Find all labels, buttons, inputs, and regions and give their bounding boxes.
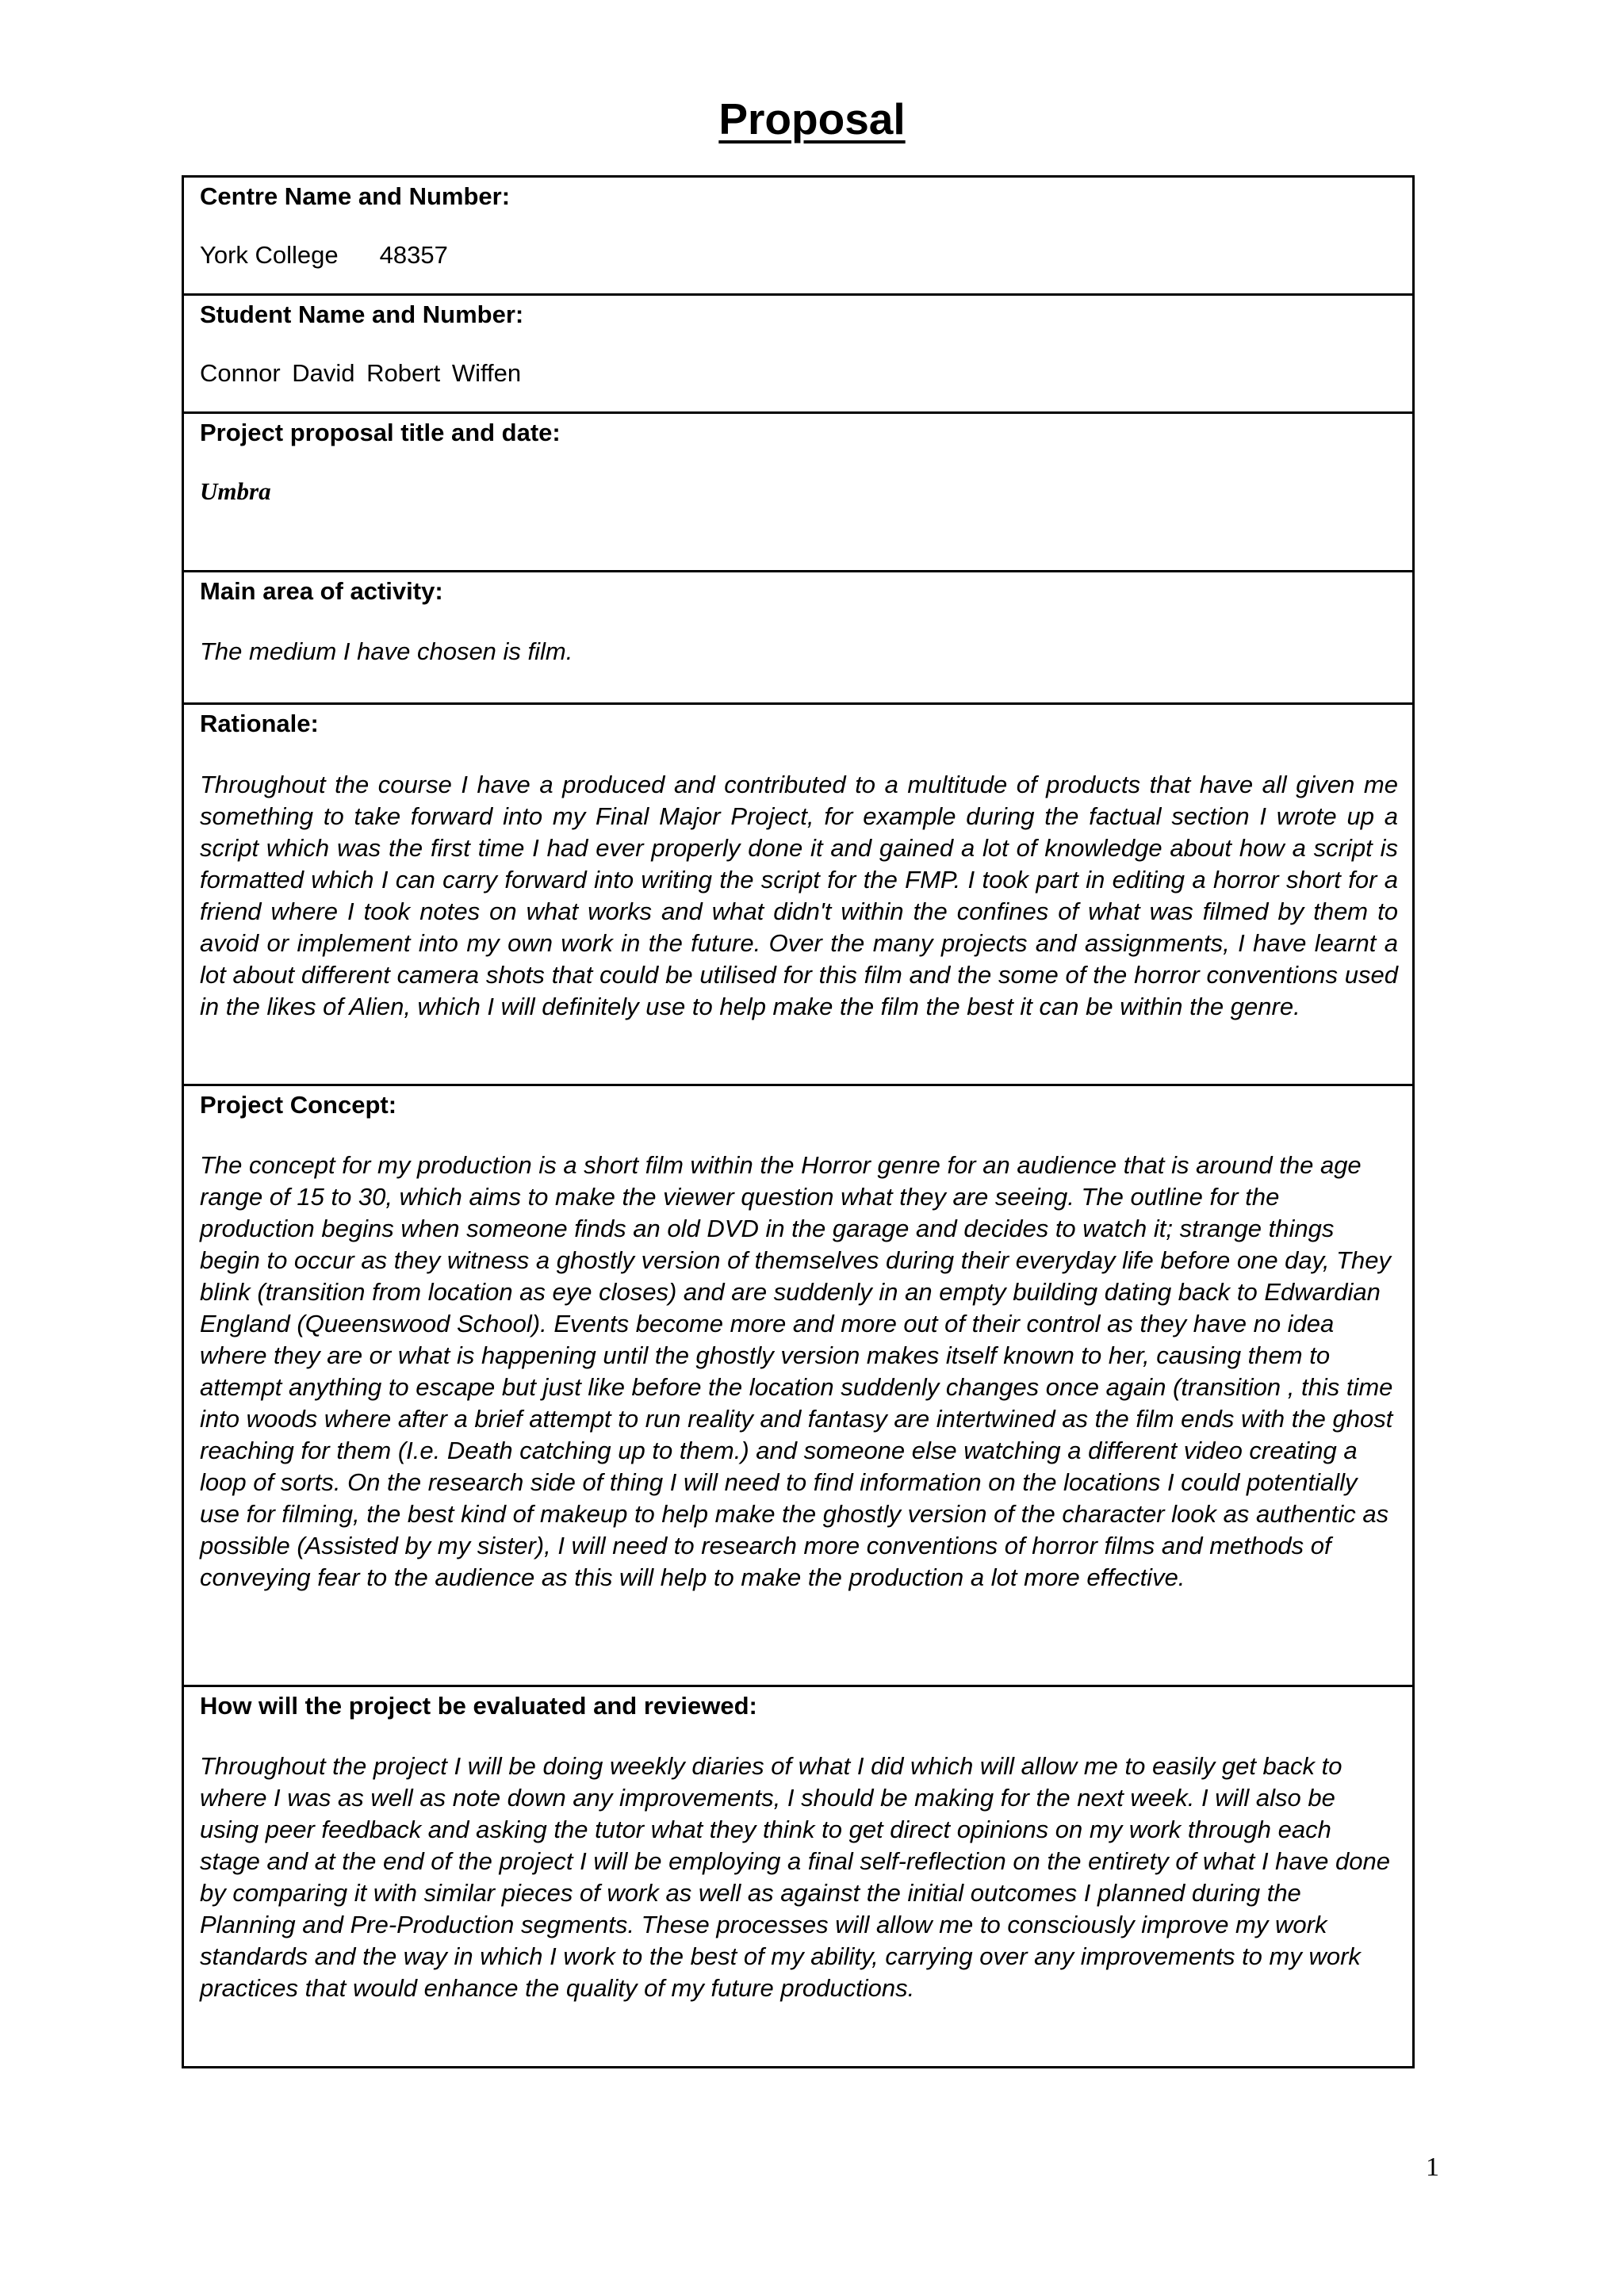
centre-number: 48357 (379, 241, 448, 269)
page-number: 1 (1426, 2152, 1439, 2182)
concept-label: Project Concept: (200, 1091, 397, 1119)
student-value: Connor David Robert Wiffen (200, 359, 522, 387)
rationale-value: Throughout the course I have a produced and contributed to a multitude of products that have all given me something to take forward into my Final Major Project, for example during the factual section I wrote up a script which was the first time I had ever properly done it and gained a lot of knowledge about how a script is formatted which I can carry forward into writing the script for the FMP. I took part in editing a horror short for a friend where I took notes on what works and what didn't within the confines of what was filmed by them to avoid or implement into my own work in the future. Over the many projects and assignments, I have learnt a lot about different camera shots that could be utilised for this film and the some of the horror conventions used in the likes of Alien, which I will definitely use to help make the film the best it can be within the genre. (200, 771, 1398, 1020)
project-title-label: Project proposal title and date: (200, 419, 561, 446)
proposal-form (182, 175, 1415, 2068)
centre-label: Centre Name and Number: (200, 182, 511, 210)
activity-value: The medium I have chosen is film. (200, 637, 573, 665)
student-label: Student Name and Number: (200, 300, 524, 328)
student-section (184, 296, 1412, 414)
centre-name: York College (200, 241, 339, 269)
concept-value: The concept for my production is a short film within the Horror genre for an audience that is around the age range of 15 to 30, which aims to make the viewer question what they are seeing. The outline for the production begins when someone finds an old DVD in the garage and decides to watch it; strange things begin to occur as they witness a ghostly version of themselves during their everyday life before one day, They blink (transition from location as eye closes) and are suddenly in an empty building dating back to Edwardian England (Queenswood School). Events become more and more out of their control as they have no idea where they are or what is happening until the ghostly version makes itself known to her, causing them to attempt anything to escape but just like before the location suddenly changes once again (transition , this time into woods where after a brief attempt to run reality and fantasy are intertwined as the film ends with the ghost reaching for them (I.e. Death catching up to them.) and someone else watching a different video creating a loop of sorts. On the research side of thing I will need to find information on the locations I could potentially use for filming, the best kind of makeup to help make the ghostly version of the character look as authentic as possible (Assisted by my sister), I will need to research more conventions of horror films and methods of conveying fear to the audience as this will help to make the production a lot more effective. (200, 1151, 1393, 1591)
activity-label: Main area of activity: (200, 577, 443, 605)
evaluation-label: How will the project be evaluated and reviewed: (200, 1692, 757, 1720)
centre-section (184, 178, 1412, 296)
rationale-section (184, 705, 1412, 1086)
rationale-label: Rationale: (200, 710, 319, 737)
evaluation-value: Throughout the project I will be doing weekly diaries of what I did which will allow me to easily get back to where I was as well as note down any improvements, I should be making for the next week. I will also be using peer feedback and asking the tutor what they think to get direct opinions on my work through each stage and at the end of the project I will be employing a final self-reflection on the entirety of what I have done by comparing it with similar pieces of work as well as against the initial outcomes I planned during the Planning and Pre-Production segments. These processes will allow me to consciously improve my work standards and the way in which I work to the best of my ability, carrying over any improvements to my work practices that would enhance the quality of my future productions. (200, 1752, 1390, 2002)
page-title: Proposal (718, 94, 906, 144)
concept-section (184, 1086, 1412, 1687)
project-title-section (184, 414, 1412, 572)
project-title-value: Umbra (200, 477, 271, 505)
activity-section (184, 572, 1412, 705)
centre-value (200, 239, 1398, 271)
evaluation-section (184, 1687, 1412, 2066)
